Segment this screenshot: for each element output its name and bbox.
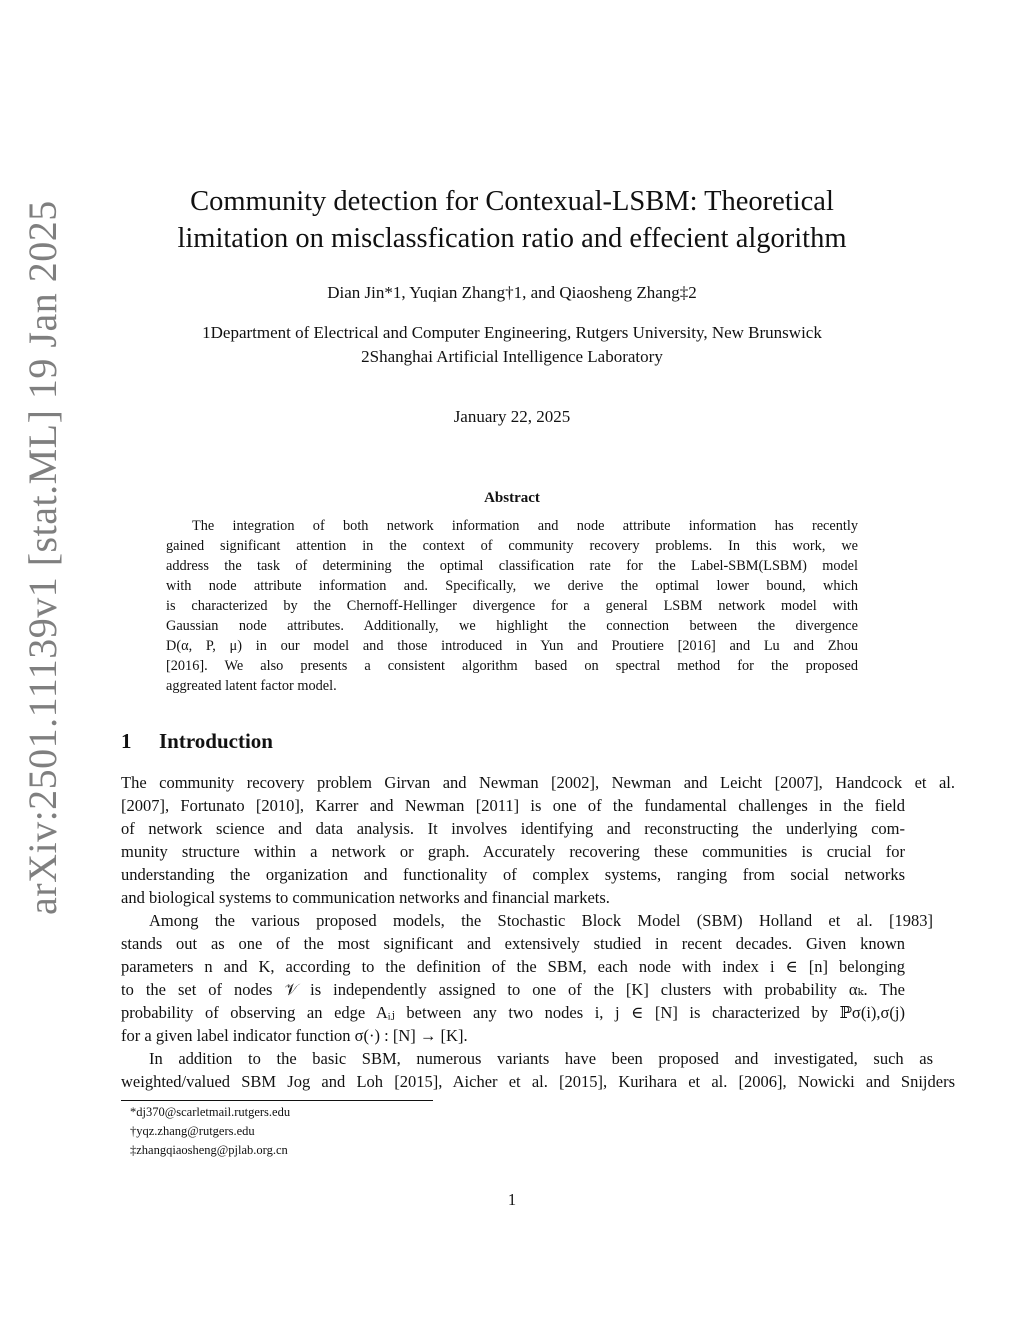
- abstract-line: gained significant attention in the context of community recovery problems. In this work, we: [166, 538, 858, 554]
- abstract-heading: Abstract: [484, 490, 540, 506]
- footnote-email: †yqz.zhang@rutgers.edu: [130, 1124, 255, 1138]
- title-line: limitation on misclassfication ratio and effecient algorithm: [177, 223, 847, 254]
- abstract-line: D(α, P, μ) in our model and those introduced in Yun and Proutiere [2016] and Lu and Zhou: [166, 638, 858, 654]
- body-line: weighted/valued SBM Jog and Loh [2015], Aicher et al. [2015], Kurihara et al. [2006], Nowicki and Snijders: [121, 1072, 955, 1091]
- title-line: Community detection for Contexual-LSBM: Theoretical: [190, 186, 834, 217]
- abstract-line: Gaussian node attributes. Additionally, we highlight the connection between the divergence: [166, 618, 858, 634]
- footnote-email: ‡zhangqiaosheng@pjlab.org.cn: [130, 1143, 288, 1157]
- section-title: Introduction: [159, 729, 273, 753]
- body-line: munity structure within a network or graph. Accurately recovering these communities is crucial for: [121, 842, 905, 861]
- body-line: to the set of nodes 𝒱 is independently assigned to one of the [K] clusters with probability αₖ. The: [121, 980, 905, 999]
- body-line: parameters n and K, according to the definition of the SBM, each node with index i ∈ [n] belonging: [121, 957, 905, 976]
- affiliation-line: 1Department of Electrical and Computer Engineering, Rutgers University, New Brunswick: [202, 323, 822, 342]
- abstract-line: aggreated latent factor model.: [166, 678, 337, 694]
- body-line: [2007], Fortunato [2010], Karrer and Newman [2011] is one of the fundamental challenges in the field: [121, 796, 905, 815]
- body-line: The community recovery problem Girvan and Newman [2002], Newman and Leicht [2007], Handcock et al.: [121, 773, 955, 792]
- body-line: stands out as one of the most significant and extensively studied in recent decades. Given known: [121, 934, 905, 953]
- abstract-line: is characterized by the Chernoff-Hellinger divergence for a general LSBM network model with: [166, 598, 858, 614]
- abstract-line: [2016]. We also presents a consistent algorithm based on spectral method for the proposed: [166, 658, 858, 674]
- abstract-line: The integration of both network information and node attribute information has recently: [192, 518, 858, 534]
- author-list: Dian Jin*1, Yuqian Zhang†1, and Qiaosheng Zhang‡2: [327, 283, 697, 302]
- body-line: understanding the organization and functionality of complex systems, ranging from social networks: [121, 865, 905, 884]
- affiliation-line: 2Shanghai Artificial Intelligence Laboratory: [361, 347, 663, 366]
- body-line: and biological systems to communication networks and financial markets.: [121, 888, 610, 907]
- paper-date: January 22, 2025: [453, 407, 571, 426]
- abstract-line: address the task of determining the optimal classification rate for the Label-SBM(LSBM) model: [166, 558, 858, 574]
- footnote-divider: [121, 1100, 433, 1101]
- body-line: for a given label indicator function σ(·) : [N] → [K].: [121, 1026, 468, 1045]
- affiliations: [0, 321, 1024, 369]
- abstract-line: with node attribute information and. Specifically, we derive the optimal lower bound, which: [166, 578, 858, 594]
- arxiv-identifier-stamp: arXiv:2501.11139v1 [stat.ML] 19 Jan 2025: [20, 200, 65, 915]
- paper-title: [0, 183, 1024, 257]
- body-line: of network science and data analysis. It involves identifying and reconstructing the underlying com-: [121, 819, 905, 838]
- section-heading: [121, 726, 273, 756]
- footnotes: [130, 1103, 290, 1160]
- page-number: 1: [507, 1190, 517, 1209]
- body-line: In addition to the basic SBM, numerous variants have been proposed and investigated, such as: [149, 1049, 933, 1068]
- body-line: Among the various proposed models, the Stochastic Block Model (SBM) Holland et al. [1983]: [149, 911, 933, 930]
- body-line: probability of observing an edge Aᵢⱼ between any two nodes i, j ∈ [N] is characterized by ℙσ(i),σ(j): [121, 1003, 905, 1022]
- body-text: [121, 771, 955, 1093]
- abstract-body: [166, 516, 858, 696]
- footnote-email: *dj370@scarletmail.rutgers.edu: [130, 1105, 291, 1119]
- section-number: 1: [121, 729, 132, 753]
